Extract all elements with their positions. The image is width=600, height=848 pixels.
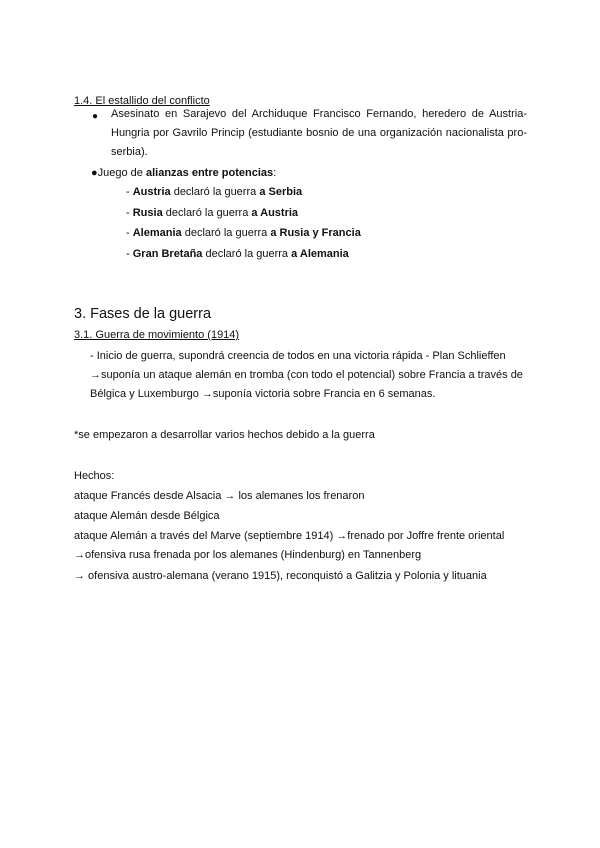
alliance-item [126, 185, 302, 199]
hechos-item: ataque Francés desde Alsacia → los alemanes los frenaron [74, 490, 365, 502]
section-heading-3: 3. Fases de la guerra [74, 306, 212, 322]
note-line: *se empezaron a desarrollar varios hechos debido a la guerra [74, 429, 375, 441]
section-heading-3-1: 3.1. Guerra de movimiento (1914) [74, 329, 240, 341]
body-line: Bélgica y Luxemburgo →suponía victoria sobre Francia en 6 semanas. [90, 388, 436, 400]
alliance-verb: declaró la guerra [162, 207, 252, 219]
body-line: →suponía un ataque alemán en tromba (con todo el potencial) sobre Francia a través de [90, 369, 523, 381]
bullet-assassination-text: Asesinato en Sarajevo del Archiduque Francisco Fernando, heredero de Austria-Hungria por Gavrilo Princip (estudiante bosnio de una organización nacionalista pro-serbia). [111, 108, 527, 158]
alliance-target: a Austria [251, 207, 299, 219]
alliance-item [126, 226, 361, 240]
alliance-item [126, 247, 349, 261]
alliance-subject: Alemania [132, 227, 182, 239]
hechos-item: ataque Alemán desde Bélgica [74, 510, 220, 522]
alliance-subject: Gran Bretaña [132, 248, 203, 260]
hechos-item: ataque Alemán a través del Marve (septiembre 1914) →frenado por Joffre frente oriental [74, 530, 505, 542]
alliance-target: a Serbia [259, 186, 303, 198]
alliance-subject: Rusia [132, 207, 163, 219]
alliance-dash: - [126, 248, 133, 260]
alliance-target: a Rusia y Francia [270, 227, 361, 239]
hechos-item: → ofensiva austro-alemana (verano 1915), reconquistó a Galitzia y Polonia y lituania [74, 570, 487, 582]
bullet-alliances-lead: Juego de [97, 167, 146, 179]
bullet-alliances-bold: alianzas entre potencias [145, 167, 274, 179]
alliance-dash: - [126, 207, 133, 219]
alliance-target: a Alemania [291, 248, 349, 260]
alliance-verb: declaró la guerra [170, 186, 260, 198]
alliance-item [126, 206, 298, 220]
bullet-marker: ● [91, 167, 98, 179]
hechos-item: →ofensiva rusa frenada por los alemanes (Hindenburg) en Tannenberg [74, 549, 422, 561]
section-heading-1-4: 1.4. El estallido del conflicto [74, 95, 210, 107]
bullet-alliances [91, 166, 276, 180]
body-line: - Inicio de guerra, supondrá creencia de todos en una victoria rápida - Plan Schlieffen [90, 350, 506, 362]
bullet-marker: ● [92, 111, 99, 122]
hechos-label: Hechos: [74, 470, 115, 482]
bullet-alliances-tail: : [273, 167, 277, 179]
alliance-dash: - [126, 186, 133, 198]
alliance-dash: - [126, 227, 133, 239]
alliance-verb: declaró la guerra [181, 227, 271, 239]
alliance-subject: Austria [132, 186, 171, 198]
alliance-verb: declaró la guerra [202, 248, 292, 260]
